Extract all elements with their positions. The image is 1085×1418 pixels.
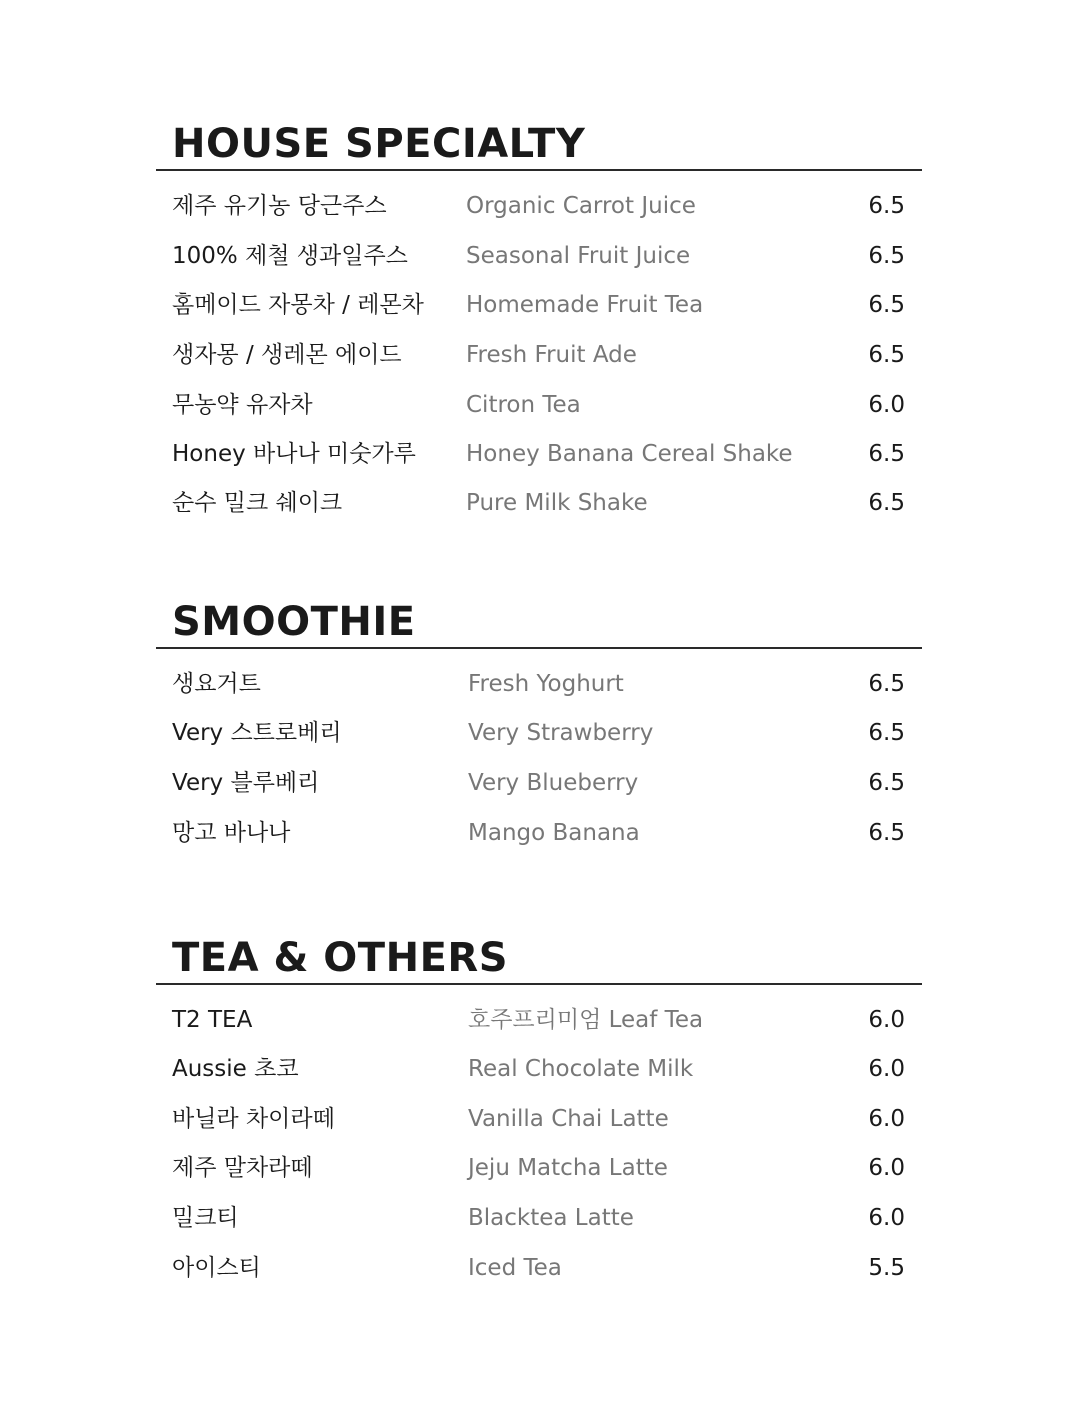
section-divider	[156, 983, 922, 985]
menu-item	[0, 285, 1085, 325]
item-price: 6.5	[868, 490, 905, 516]
item-english-name: Very Blueberry	[468, 770, 639, 796]
item-price: 6.5	[868, 342, 905, 368]
item-english-name: Homemade Fruit Tea	[466, 292, 704, 318]
menu-item	[0, 713, 1085, 753]
section-divider	[156, 169, 922, 171]
item-korean-name: 생요거트	[172, 671, 261, 697]
item-korean-name: 아이스티	[172, 1255, 261, 1281]
item-price: 6.5	[868, 292, 905, 318]
menu-item	[0, 236, 1085, 276]
menu-item	[0, 1148, 1085, 1188]
item-korean-name: 100% 제철 생과일주스	[172, 243, 408, 269]
section-title: SMOOTHIE	[172, 599, 416, 645]
menu-item	[0, 1049, 1085, 1089]
item-english-name: Vanilla Chai Latte	[468, 1106, 669, 1132]
menu-item	[0, 1000, 1085, 1040]
item-price: 6.0	[868, 1106, 905, 1132]
item-english-name: Citron Tea	[466, 392, 581, 418]
item-price: 6.5	[868, 770, 905, 796]
menu-item	[0, 664, 1085, 704]
menu-item	[0, 385, 1085, 425]
item-english-name: Fresh Yoghurt	[468, 671, 624, 697]
item-korean-name: T2 TEA	[172, 1007, 253, 1033]
item-price: 6.0	[868, 1056, 905, 1082]
item-price: 6.0	[868, 1007, 905, 1033]
menu-item	[0, 434, 1085, 474]
item-korean-name: 무농약 유자차	[172, 392, 313, 418]
item-price: 6.5	[868, 720, 905, 746]
menu-item	[0, 813, 1085, 853]
item-price: 6.5	[868, 820, 905, 846]
item-english-name: Pure Milk Shake	[466, 490, 648, 516]
menu-item	[0, 1198, 1085, 1238]
item-price: 5.5	[868, 1255, 905, 1281]
item-english-name: Organic Carrot Juice	[466, 193, 696, 219]
item-english-name: Fresh Fruit Ade	[466, 342, 637, 368]
item-korean-name: 망고 바나나	[172, 820, 291, 846]
item-english-name: Mango Banana	[468, 820, 640, 846]
item-english-name: Blacktea Latte	[468, 1205, 634, 1231]
item-price: 6.5	[868, 441, 905, 467]
item-price: 6.0	[868, 1205, 905, 1231]
item-korean-name: 제주 유기농 당근주스	[172, 193, 387, 219]
item-korean-name: 밀크티	[172, 1205, 239, 1231]
item-english-name: Jeju Matcha Latte	[468, 1155, 668, 1181]
item-english-name: 호주프리미엄 Leaf Tea	[468, 1007, 704, 1033]
item-korean-name: 순수 밀크 쉐이크	[172, 490, 343, 516]
menu-item	[0, 1099, 1085, 1139]
section-divider	[156, 647, 922, 649]
item-korean-name: Honey 바나나 미숫가루	[172, 441, 416, 467]
item-korean-name: 홈메이드 자몽차 / 레몬차	[172, 292, 424, 318]
item-english-name: Honey Banana Cereal Shake	[466, 441, 793, 467]
menu-item	[0, 763, 1085, 803]
item-english-name: Iced Tea	[468, 1255, 562, 1281]
item-korean-name: 제주 말차라떼	[172, 1155, 313, 1181]
menu-item	[0, 186, 1085, 226]
menu-item	[0, 483, 1085, 523]
item-english-name: Real Chocolate Milk	[468, 1056, 694, 1082]
item-english-name: Very Strawberry	[468, 720, 654, 746]
item-korean-name: Very 스트로베리	[172, 720, 342, 746]
item-price: 6.5	[868, 671, 905, 697]
item-price: 6.0	[868, 392, 905, 418]
item-price: 6.5	[868, 193, 905, 219]
menu-item	[0, 335, 1085, 375]
item-price: 6.0	[868, 1155, 905, 1181]
section-title: TEA & OTHERS	[172, 935, 508, 981]
item-korean-name: Very 블루베리	[172, 770, 320, 796]
item-korean-name: Aussie 초코	[172, 1056, 299, 1082]
item-price: 6.5	[868, 243, 905, 269]
section-title: HOUSE SPECIALTY	[172, 121, 586, 167]
item-korean-name: 생자몽 / 생레몬 에이드	[172, 342, 402, 368]
item-korean-name: 바닐라 차이라떼	[172, 1106, 335, 1132]
item-english-name: Seasonal Fruit Juice	[466, 243, 691, 269]
menu-item	[0, 1248, 1085, 1288]
